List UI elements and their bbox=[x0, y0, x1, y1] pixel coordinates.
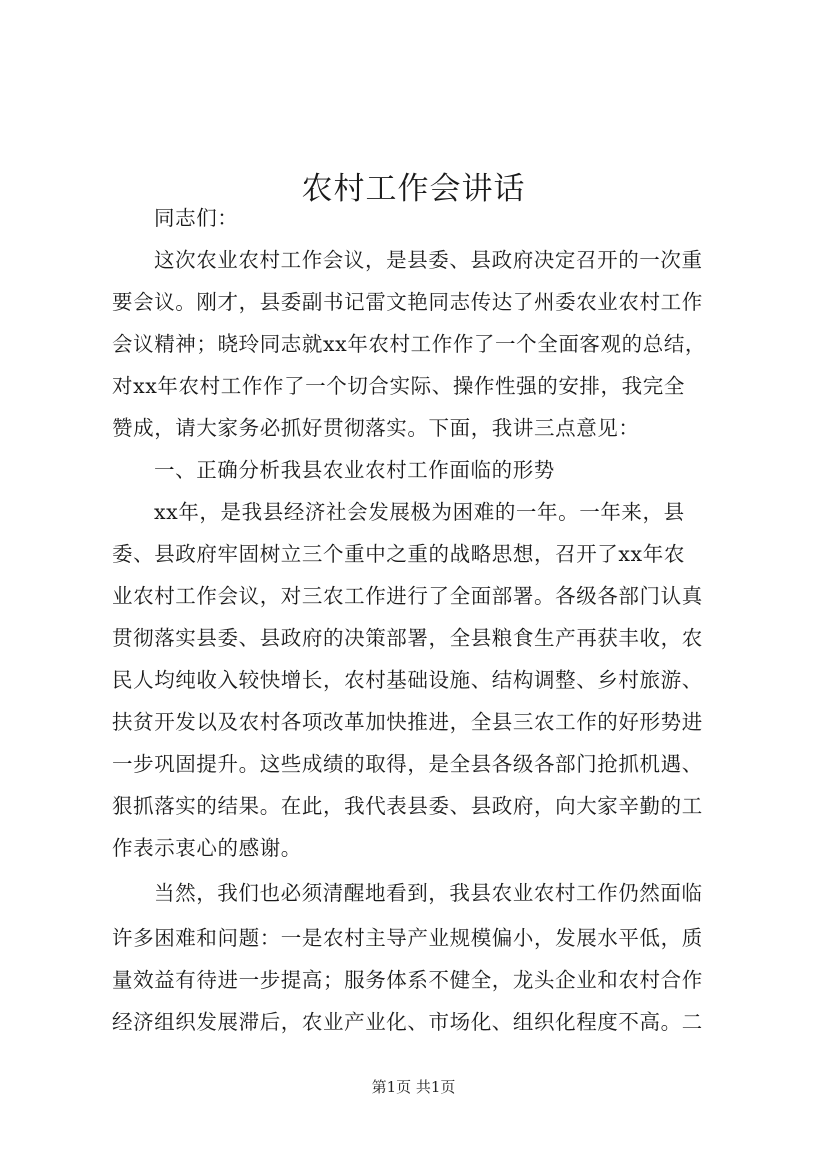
paragraph-line: 量效益有待进一步提高；服务体系不健全，龙头企业和农村合作 bbox=[112, 968, 703, 992]
paragraph-line: 扶贫开发以及农村各项改革加快推进，全县三农工作的好形势进 bbox=[112, 710, 703, 734]
paragraph-line: 当然，我们也必须清醒地看到，我县农业农村工作仍然面临 bbox=[154, 881, 703, 905]
paragraph-line: 民人均纯收入较快增长，农村基础设施、结构调整、乡村旅游、 bbox=[112, 668, 703, 692]
paragraph-line: 赞成，请大家务必抓好贯彻落实。下面，我讲三点意见： bbox=[112, 416, 640, 440]
paragraph-line: 对xx年农村工作作了一个切合实际、操作性强的安排，我完全 bbox=[112, 374, 685, 398]
paragraph-line: 贯彻落实县委、县政府的决策部署，全县粮食生产再获丰收，农 bbox=[112, 626, 703, 650]
section-heading: 一、正确分析我县农业农村工作面临的形势 bbox=[154, 458, 555, 482]
paragraph-line: 业农村工作会议，对三农工作进行了全面部署。各级各部门认真 bbox=[112, 584, 703, 608]
document-body bbox=[112, 197, 742, 1043]
paragraph-line: 一步巩固提升。这些成绩的取得，是全县各级各部门抢抓机遇、 bbox=[112, 752, 703, 776]
salutation: 同志们： bbox=[154, 206, 239, 230]
document-title: 农村工作会讲话 bbox=[301, 170, 526, 207]
paragraph-line: 狠抓落实的结果。在此，我代表县委、县政府，向大家辛勤的工 bbox=[112, 794, 703, 818]
paragraph-line: xx年，是我县经济社会发展极为困难的一年。一年来，县 bbox=[154, 500, 685, 524]
paragraph-line: 会议精神；晓玲同志就xx年农村工作作了一个全面客观的总结， bbox=[112, 332, 707, 356]
paragraph-line: 作表示衷心的感谢。 bbox=[112, 836, 302, 860]
paragraph-line: 经济组织发展滞后，农业产业化、市场化、组织化程度不高。二 bbox=[112, 1010, 703, 1034]
paragraph-line: 许多困难和问题：一是农村主导产业规模偏小，发展水平低，质 bbox=[112, 926, 703, 950]
paragraph-line: 要会议。刚才，县委副书记雷文艳同志传达了州委农业农村工作 bbox=[112, 290, 703, 314]
paragraph-line: 委、县政府牢固树立三个重中之重的战略思想，召开了xx年农 bbox=[112, 542, 685, 566]
paragraph-line: 这次农业农村工作会议，是县委、县政府决定召开的一次重 bbox=[154, 248, 703, 272]
page-footer: 第1页 共1页 bbox=[371, 1078, 456, 1096]
